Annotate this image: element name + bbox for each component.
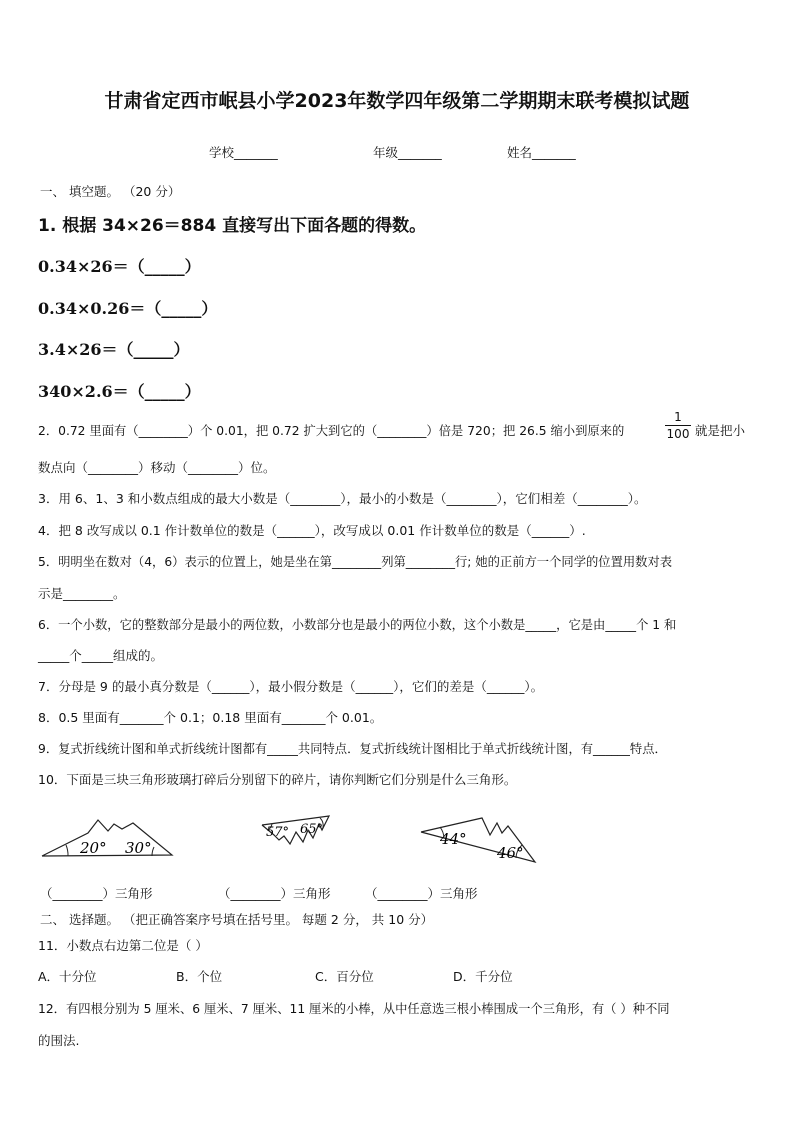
q12-line2: 的围法.	[38, 1033, 80, 1048]
angle-label: 57°	[266, 825, 290, 840]
page-title: 甘肃省定西市岷县小学2023年数学四年级第二学期期末联考模拟试题	[104, 90, 690, 112]
q11-option-c: C．百分位	[315, 969, 374, 984]
q7: 7．分母是 9 的最小真分数是（______），最小假分数是（______），它们的差是（______）。	[38, 679, 544, 694]
q4: 4．把 8 改写成以 0.1 作计数单位的数是（______），改写成以 0.01 作计数单位的数是（______）.	[38, 523, 586, 538]
q2-line2: 数点向（________）移动（________）位。	[38, 460, 276, 475]
q9: 9．复式折线统计图和单式折线统计图都有_____共同特点．复式折线统计图相比于单式折线统计图，有______特点．	[38, 742, 667, 756]
q5-line2: 示是________。	[38, 586, 126, 601]
angle-label: 30°	[125, 839, 152, 857]
q10-answer: （________）三角形	[365, 886, 478, 901]
q1-item: 0.34×26＝（_____）	[38, 257, 201, 276]
triangle-fragment-2	[262, 816, 329, 844]
angle-label: 65°	[300, 822, 324, 837]
section2-heading: 二、 选择题。 （把正确答案序号填在括号里。 每题 2 分， 共 10 分）	[40, 912, 434, 927]
q11-option-a: A．十分位	[38, 969, 97, 984]
q1-item: 340×2.6＝（_____）	[38, 382, 201, 401]
q11-option-b: B．个位	[176, 969, 223, 984]
q10-answer: （________）三角形	[218, 886, 331, 901]
section1-heading: 一、 填空题。 （20 分）	[40, 184, 181, 199]
name-field: 姓名_______	[507, 145, 576, 160]
triangle-fragments-figure	[0, 800, 794, 875]
angle-label: 46°	[497, 844, 524, 862]
q2-line1-end: 就是把小	[695, 423, 746, 438]
angle-label: 44°	[440, 830, 467, 848]
grade-field: 年级_______	[373, 145, 442, 160]
school-field: 学校_______	[209, 145, 278, 160]
angle-label: 20°	[80, 839, 107, 857]
fraction-one-hundredth	[665, 410, 691, 441]
q6-line1: 6．一个小数，它的整数部分是最小的两位数，小数部分也是最小的两位小数，这个小数是_____，它是由_____个 1 和	[38, 618, 677, 632]
q10-prompt: 10．下面是三块三角形玻璃打碎后分别留下的碎片，请你判断它们分别是什么三角形。	[38, 772, 517, 787]
q10-answer: （________）三角形	[40, 886, 153, 901]
q1-item: 3.4×26＝（_____）	[38, 340, 190, 359]
q1-prompt: 1. 根据 34×26＝884 直接写出下面各题的得数。	[38, 216, 427, 236]
triangle-fragment-1	[42, 820, 172, 857]
q11-option-d: D．千分位	[453, 969, 513, 984]
q5-line1: 5．明明坐在数对（4，6）表示的位置上，她是坐在第________列第________行; 她的正前方一个同学的位置用数对表	[38, 555, 673, 569]
q8: 8．0.5 里面有_______个 0.1；0.18 里面有_______个 0.01。	[38, 710, 383, 725]
q2-line1: 2．0.72 里面有（________）个 0.01，把 0.72 扩大到它的（________）倍是 720；把 26.5 缩小到原来的	[38, 424, 625, 438]
fraction-bar	[665, 425, 691, 426]
fraction-denominator: 100	[666, 427, 690, 441]
q12-line1: 12．有四根分别为 5 厘米、6 厘米、7 厘米、11 厘米的小棒，从中任意选三根小棒围成一个三角形，有（ ）种不同	[38, 1002, 670, 1016]
q1-item: 0.34×0.26＝（_____）	[38, 299, 218, 318]
q3: 3．用 6、1、3 和小数点组成的最大小数是（________），最小的小数是（________），它们相差（________）。	[38, 491, 647, 506]
fraction-numerator: 1	[674, 410, 682, 424]
triangle-fragment-3	[421, 818, 535, 862]
q11-prompt: 11．小数点右边第二位是（ ）	[38, 938, 208, 953]
q6-line2: _____个_____组成的。	[38, 648, 164, 663]
